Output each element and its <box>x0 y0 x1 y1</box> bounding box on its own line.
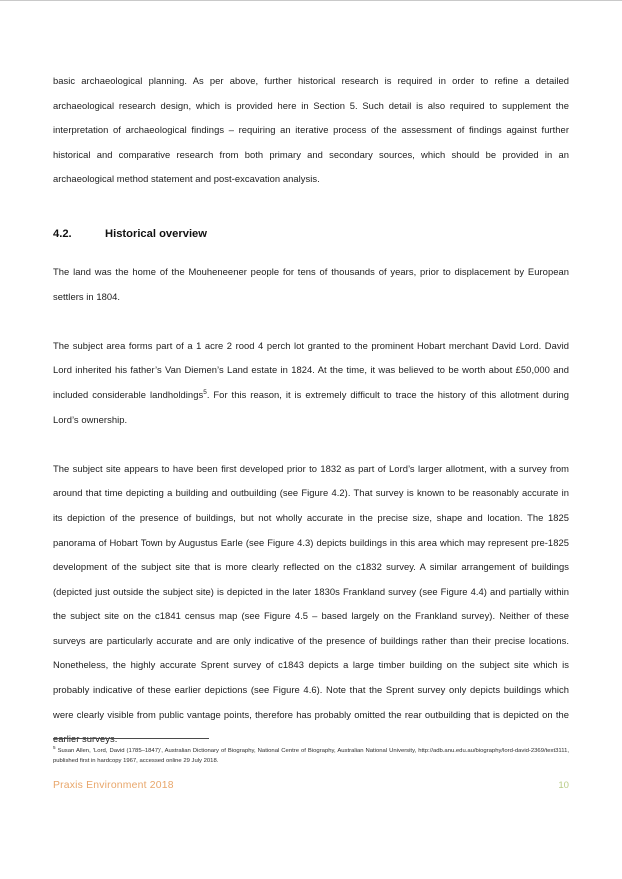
paragraph-continued: basic archaeological planning. As per above, further historical research is required in order to refine a detailed archaeological research design, which is provided here in Section 5. Such detail is also required to supplement the interpretation of archaeological findings – requiring an iterative process of the assessment of findings against further historical and comparative research from both primary and secondary sources, which should be provided in an archaeological method statement and post-excavation analysis. <box>53 75 569 185</box>
section-heading-block <box>53 225 569 243</box>
footnote-separator <box>53 738 209 739</box>
footnote-text: Susan Allen, ‘Lord, David (1785–1847)’, Australian Dictionary of Biography, National Centre of Biography, Australian National University, http://adb.anu.edu.au/biography/lord-david-2369/text3111, published first in hardcopy 1967, accessed online 29 July 2018. <box>53 748 569 765</box>
paragraph-david-lord <box>53 334 569 432</box>
section-number: 4.2. <box>53 227 72 240</box>
paragraph-subject-site-development: The subject site appears to have been first developed prior to 1832 as part of Lord’s larger allotment, with a survey from around that time depicting a building and outbuilding (see Figure 4.2). That survey is known to be reasonably accurate in its depiction of the presence of buildings, but not wholly accurate in the precise size, shape and location. The 1825 panorama of Hobart Town by Augustus Earle (see Figure 4.3) depicts buildings in this area which may represent pre-1825 development of the subject site that is more clearly reflected on the c1832 survey. A similar arrangement of buildings (depicted just outside the subject site) is depicted in the later 1830s Frankland survey (see Figure 4.4) and partially within the subject site on the c1841 census map (see Figure 4.5 – based largely on the Frankland survey). Neither of these surveys are particularly accurate and are only indicative of the presence of buildings rather than their precise locations. Nonetheless, the highly accurate Sprent survey of c1843 depicts a large timber building on the subject site which is probably indicative of these earlier depictions (see Figure 4.6). Note that the Sprent survey only depicts buildings which were clearly visible from public vantage points, therefore has probably omitted the rear outbuilding that is depicted on the earlier surveys. <box>53 462 569 745</box>
page-title <box>53 225 569 243</box>
page-content <box>53 69 569 752</box>
footnote-reference-5[interactable]: 5 <box>203 388 207 396</box>
footnote-area <box>53 738 569 767</box>
footnote-marker: 5 <box>53 745 56 751</box>
page-footer <box>53 780 569 791</box>
footer-page-number: 10 <box>558 780 569 791</box>
footer-organisation: Praxis Environment 2018 <box>53 780 174 791</box>
paragraph-david-lord-part-two: . For this reason, it is extremely difficult to trace the history of this allotment during Lord’s ownership. <box>53 388 570 425</box>
footnote-entry <box>53 746 569 767</box>
paragraph-mouheneener: The land was the home of the Mouheneener people for tens of thousands of years, prior to displacement by European settlers in 1804. <box>53 265 569 302</box>
paragraph-david-lord-part-one: The subject area forms part of a 1 acre 2 rood 4 perch lot granted to the prominent Hobart merchant David Lord. David Lord inherited his father’s Van Diemen’s Land estate in 1824. At the time, it was believed to be worth about £50,000 and included considerable landholdings <box>53 339 569 400</box>
section-title: Historical overview <box>105 227 207 240</box>
